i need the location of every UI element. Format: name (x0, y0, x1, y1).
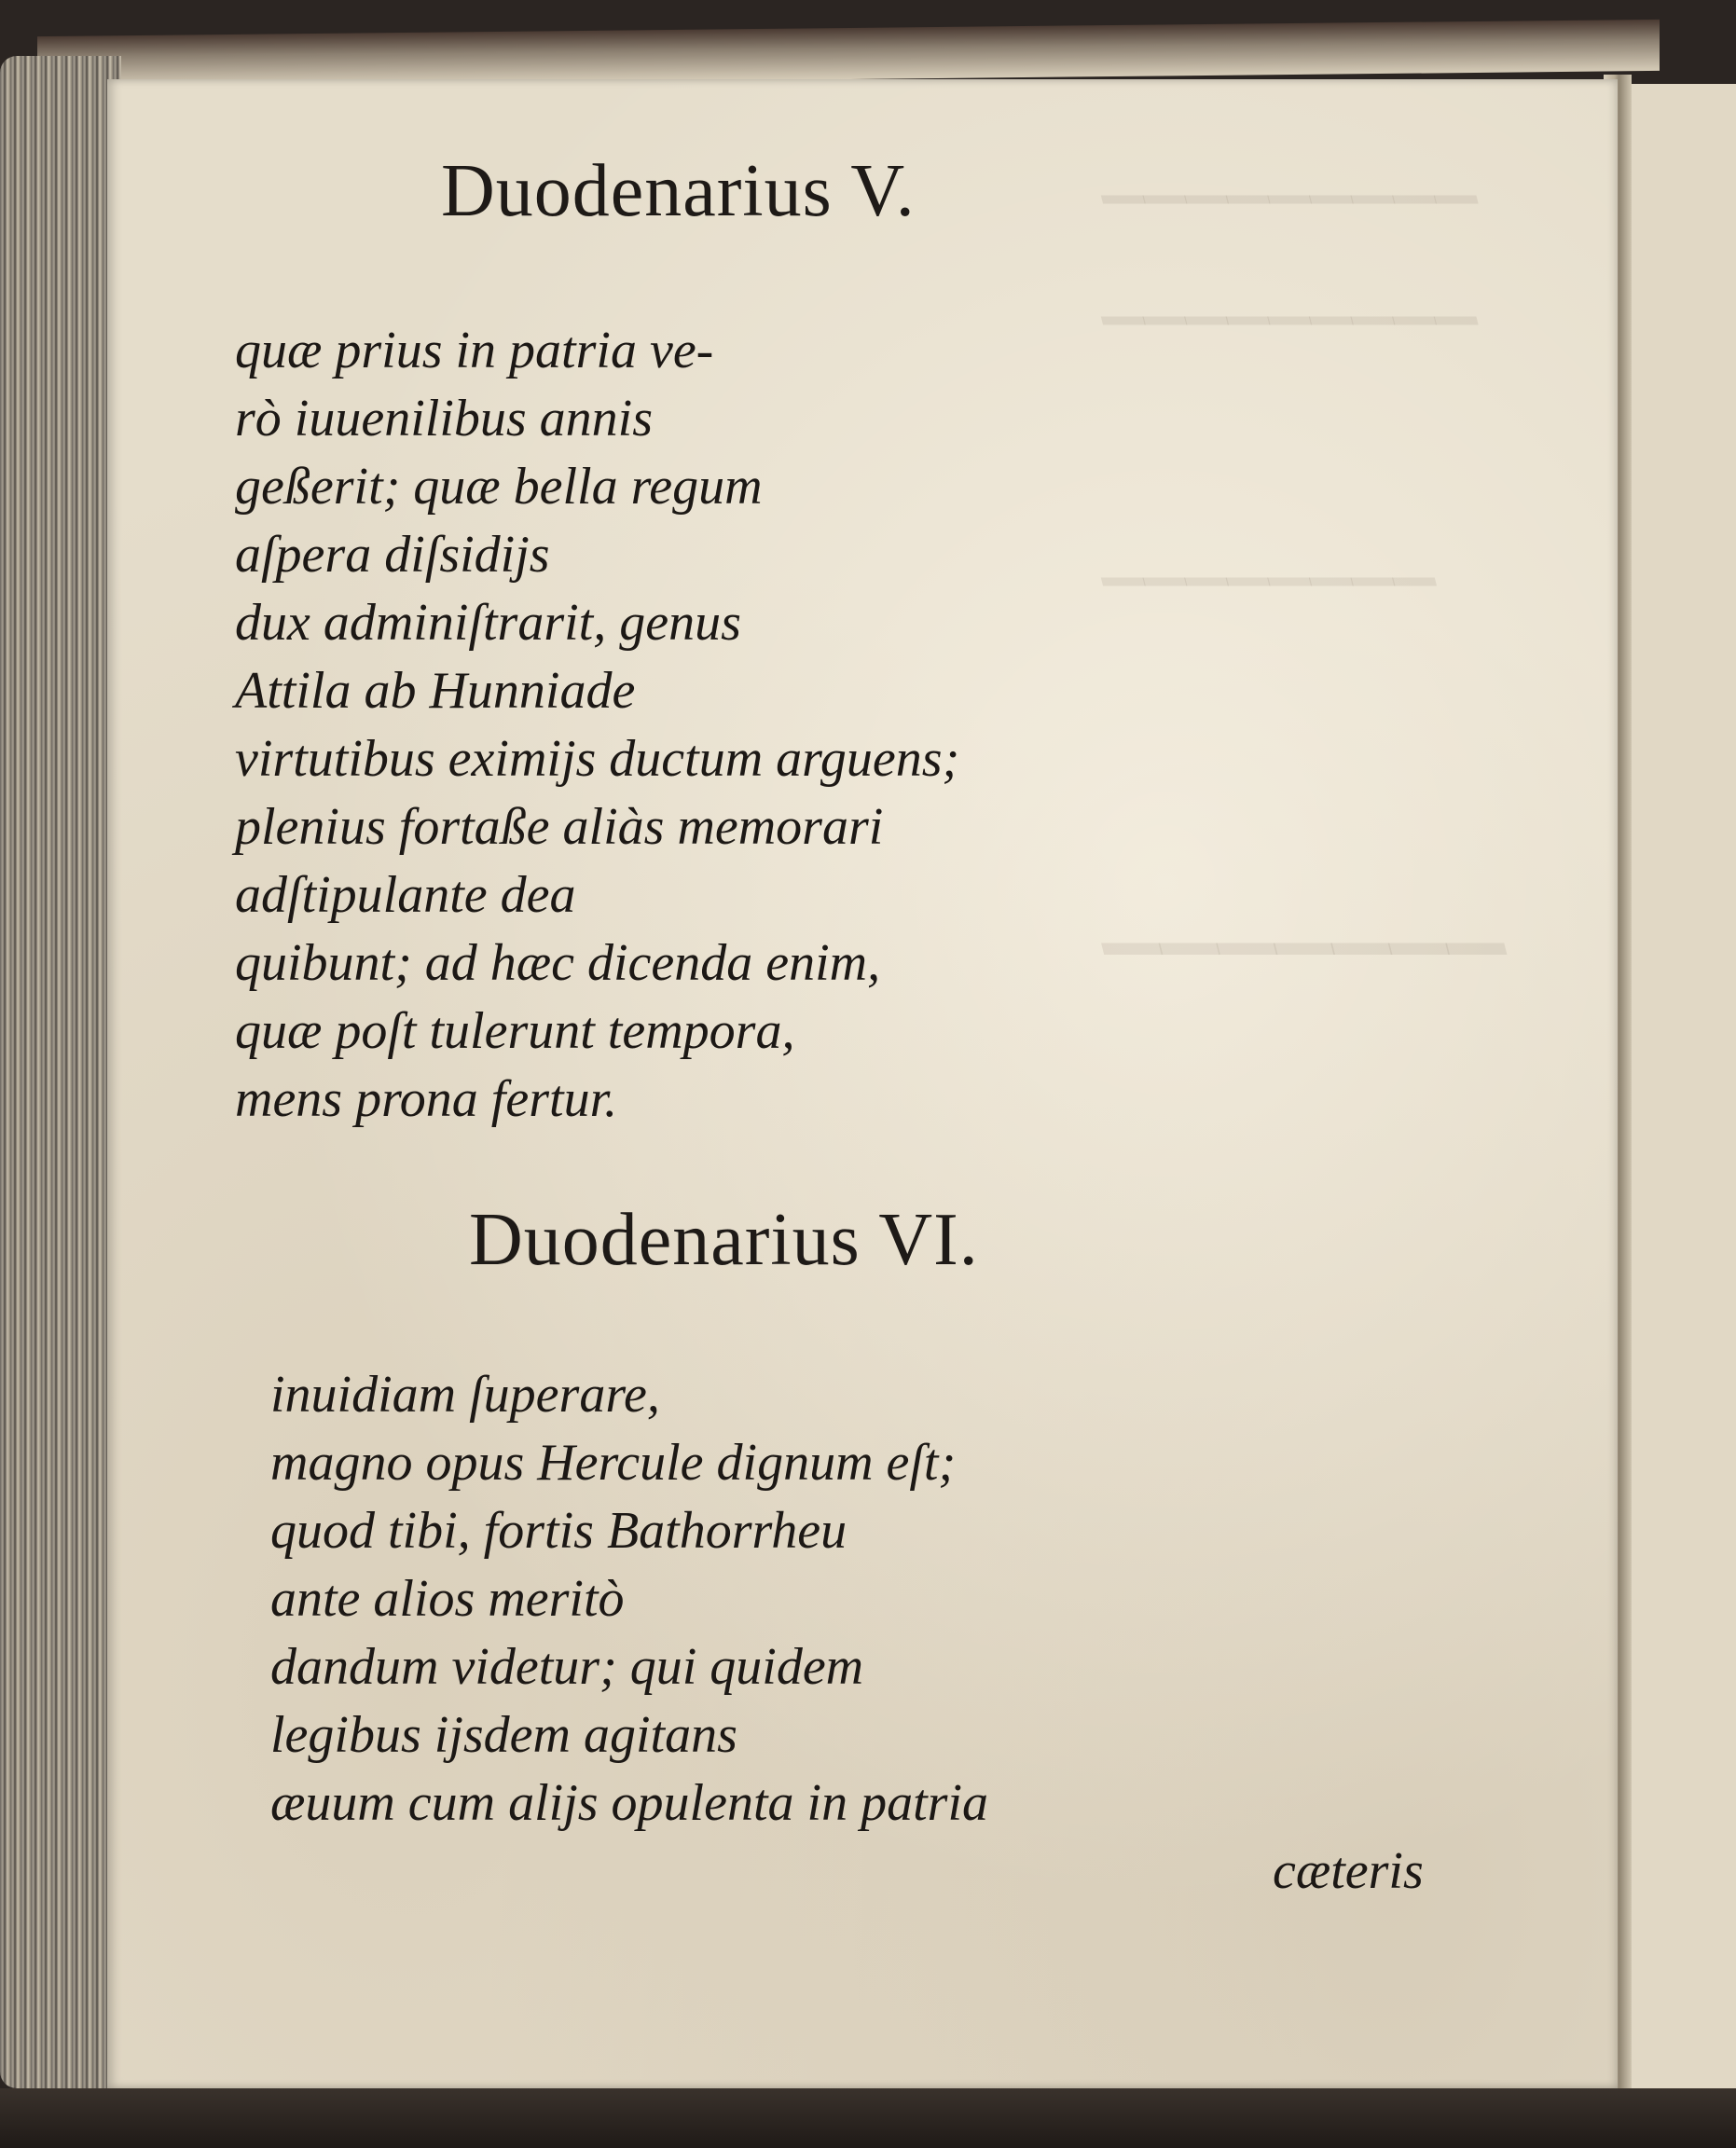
verse-block-v (235, 317, 959, 1134)
verse-line: æuum cum alijs opulenta in patria (270, 1774, 988, 1832)
verse-line: plenius fortaße aliàs memorari (235, 798, 884, 856)
page-stack-left-edge (0, 56, 121, 2088)
verse-line: ante alios meritò (270, 1570, 625, 1628)
facing-page-edge (1627, 84, 1736, 2098)
verse-block-vi (270, 1361, 988, 1838)
verse-line: quæ prius in patria ve- (235, 322, 714, 379)
show-through-texture: ▁▁▁▁▁▁▁▁▁ (1100, 263, 1475, 324)
verse-line: inuidiam ſuperare, (270, 1366, 660, 1424)
verse-line: dux adminiſtrarit, genus (235, 594, 741, 652)
verse-line: quæ poſt tulerunt tempora, (235, 1002, 795, 1060)
verse-line: dandum videtur; qui quidem (270, 1638, 864, 1696)
verse-line: aſpera diſsidijs (235, 526, 550, 584)
verse-line: quibunt; ad hæc dicenda enim, (235, 934, 881, 992)
verse-line: Attila ab Hunniade (235, 662, 636, 720)
section-heading-v: Duodenarius V. (441, 150, 916, 232)
verse-line: geßerit; quæ bella regum (235, 458, 763, 516)
catchword: cæteris (1273, 1842, 1424, 1900)
verse-line: virtutibus eximijs ductum arguens; (235, 730, 960, 788)
verse-line: mens prona fertur. (235, 1070, 618, 1128)
verse-line: quod tibi, fortis Bathorrheu (270, 1502, 847, 1560)
verse-line: rò iuuenilibus annis (235, 390, 654, 448)
verse-line: legibus ijsdem agitans (270, 1706, 737, 1764)
section-heading-vi: Duodenarius VI. (469, 1199, 979, 1281)
show-through-texture: ▁▁▁▁▁▁▁▁▁ (1100, 142, 1475, 202)
scan-background-bottom (0, 2088, 1736, 2148)
show-through-texture: ▁▁▁▁▁▁▁▁ (1100, 524, 1433, 585)
verse-line: adſtipulante dea (235, 866, 576, 924)
page-stack-top-edge (37, 20, 1660, 88)
verse-line: magno opus Hercule dignum eſt; (270, 1434, 957, 1492)
show-through-texture: ▁▁▁▁▁▁▁ (1100, 871, 1502, 953)
